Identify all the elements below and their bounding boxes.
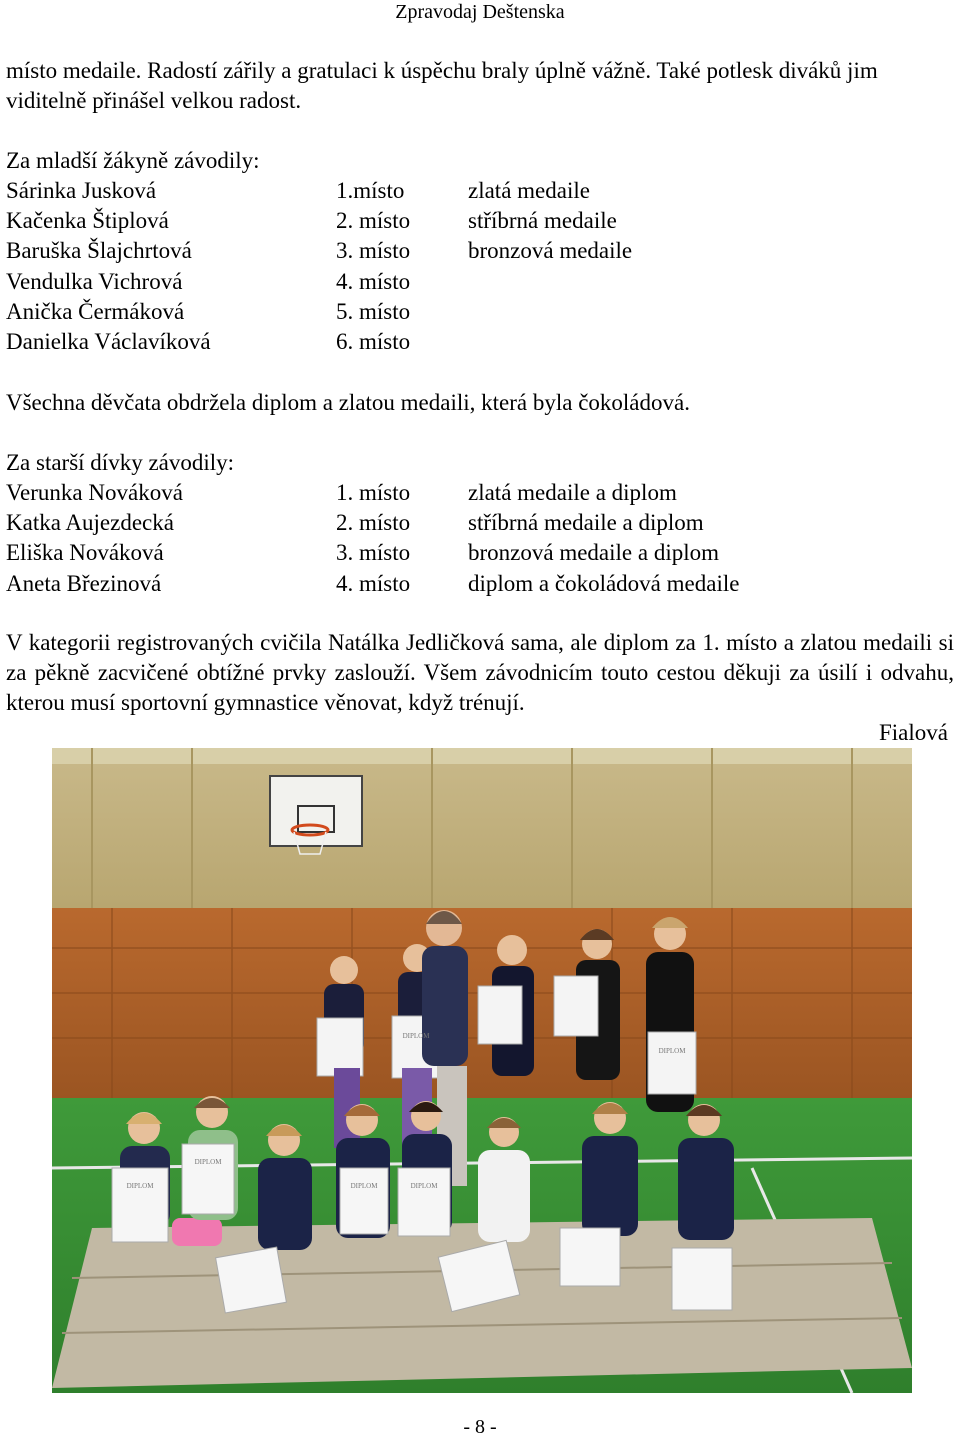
page-number: - 8 - [463, 1416, 497, 1438]
intro-paragraph: místo medaile. Radostí zářily a gratulaci k úspěchu braly úplně vážně. Také potlesk diváků jim viditelně přinášel velkou radost. [6, 58, 878, 113]
award: stříbrná medaile a diplom [468, 510, 704, 536]
closing-paragraph: V kategorii registrovaných cvičila Natálka Jedličková sama, ale diplom za 1. místo a zlatou medaili si za pěkně zacvičené obtížné prvky zaslouží. Všem závodnicím touto cestou děkuji za úsilí i odvahu, kterou musí sportovní gymnastice věnovat, když trénují. [6, 630, 954, 715]
diploma-text: DIPLOM [410, 1182, 438, 1190]
place: 4. místo [336, 268, 411, 294]
name: Verunka Nováková [6, 480, 183, 505]
name: Danielka Václavíková [6, 328, 211, 354]
signature: Fialová [879, 720, 948, 745]
name: Kačenka Štiplová [6, 208, 169, 234]
award: stříbrná medaile [468, 208, 617, 234]
diploma-text: DIPLOM [194, 1158, 222, 1166]
place: 5. místo [336, 298, 411, 324]
place: 3. místo [336, 540, 411, 566]
place: 1.místo [336, 178, 405, 203]
place: 2. místo [336, 510, 411, 536]
award: bronzová medaile [468, 238, 633, 264]
diploma-text: DIPLOM [350, 1182, 378, 1190]
award: zlatá medaile [468, 178, 590, 203]
diploma-text: DIPLOM [126, 1182, 154, 1190]
place: 6. místo [336, 328, 411, 354]
diploma-text: DIPLOM [658, 1047, 686, 1055]
name: Aneta Březinová [6, 570, 162, 596]
all-girls-paragraph: Všechna děvčata obdržela diplom a zlatou medaili, která byla čokoládová. [6, 390, 690, 415]
place: 4. místo [336, 570, 411, 596]
older-heading: Za starší dívky závodily: [6, 450, 235, 475]
name: Katka Aujezdecká [6, 510, 174, 536]
diploma-text: DIPLOM [402, 1032, 430, 1040]
name: Sárinka Jusková [6, 178, 157, 203]
younger-heading: Za mladší žákyně závodily: [6, 148, 260, 173]
name: Anička Čermáková [6, 298, 185, 324]
award: diplom a čokoládová medaile [468, 570, 740, 596]
gym-photo-illustration [52, 748, 912, 1393]
name: Vendulka Vichrová [6, 268, 183, 294]
place: 2. místo [336, 208, 411, 234]
group-photo [52, 748, 912, 1393]
place: 3. místo [336, 238, 411, 264]
place: 1. místo [336, 480, 411, 505]
name: Eliška Nováková [6, 540, 164, 566]
name: Baruška Šlajchrtová [6, 238, 192, 264]
page-header: Zpravodaj Deštenska [395, 1, 565, 23]
award: bronzová medaile a diplom [468, 540, 720, 566]
award: zlatá medaile a diplom [468, 480, 677, 505]
